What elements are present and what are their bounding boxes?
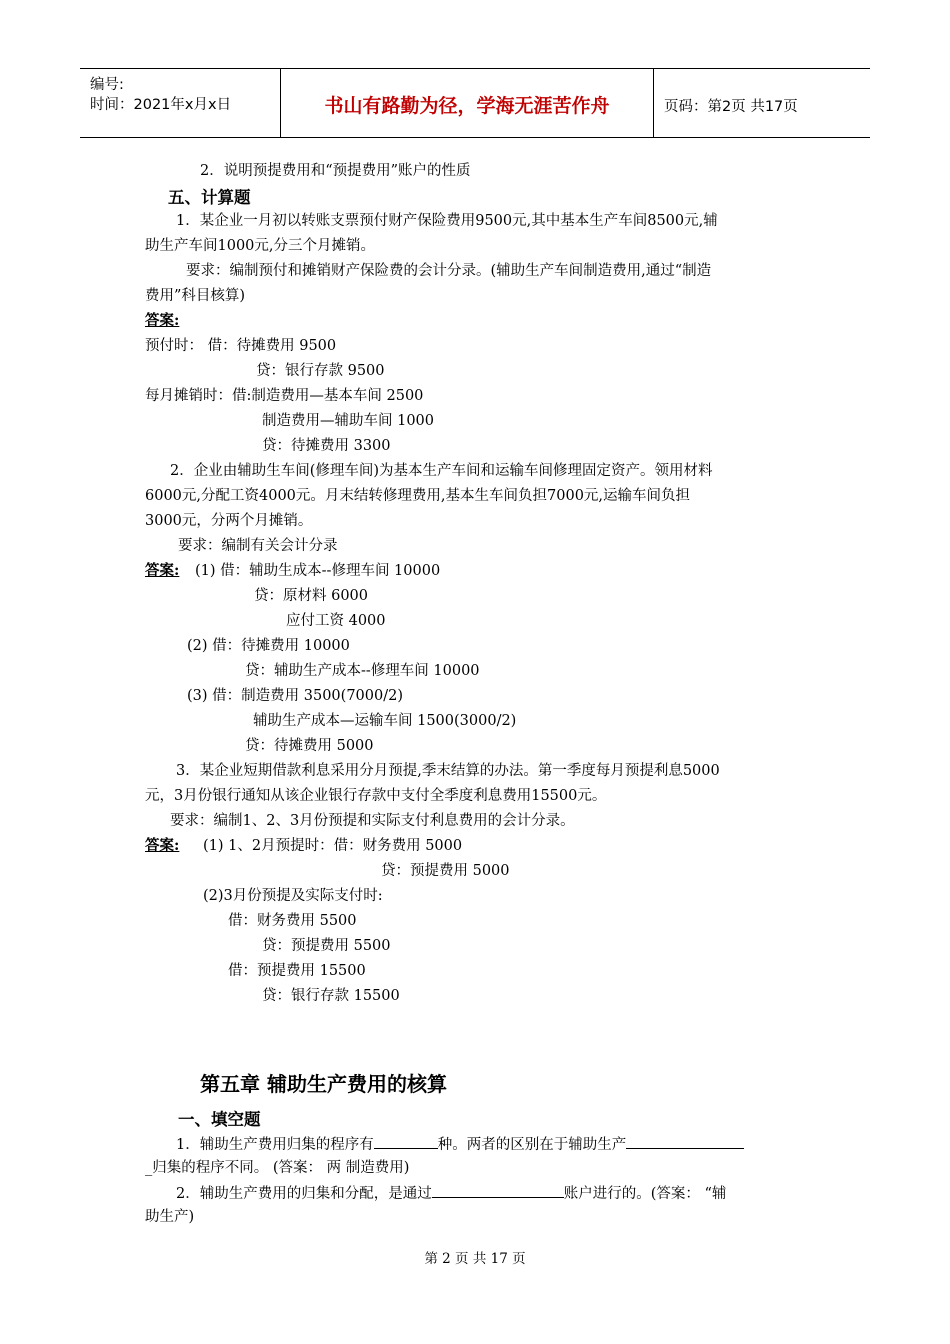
journal-entry: 贷：预提费用 5000 xyxy=(381,863,510,879)
journal-entry: 贷：银行存款 15500 xyxy=(262,988,400,1004)
page-header xyxy=(80,68,870,138)
requirement: 要求：编制有关会计分录 xyxy=(178,538,338,554)
journal-entry: 贷：原材料 6000 xyxy=(254,588,369,604)
journal-entry: 借：财务费用 5500 xyxy=(228,913,357,929)
journal-entry: 辅助生产成本—运输车间 1500(3000/2) xyxy=(253,713,517,729)
fill-question-1: _归集的程序不同。 (答案： 两 制造费用) xyxy=(145,1160,410,1176)
page-footer: 第 2 页 共 17 页 xyxy=(424,1251,526,1267)
date-label: 时间：2021年x月x日 xyxy=(90,97,232,113)
question-2: 3000元，分两个月摊销。 xyxy=(145,513,313,529)
fill-question-2 xyxy=(176,1183,726,1204)
journal-entry: 贷：待摊费用 5000 xyxy=(245,738,374,754)
journal-entry: (2) 借：待摊费用 10000 xyxy=(187,638,350,654)
journal-entry: (2)3月份预提及实际支付时: xyxy=(203,888,383,904)
blank xyxy=(432,1183,564,1198)
page-number-label: 页码：第2页 共17页 xyxy=(664,99,798,115)
fill-text: 2．辅助生产费用的归集和分配，是通过 xyxy=(176,1186,432,1202)
requirement: 要求：编制预付和摊销财产保险费的会计分录。(辅助生产车间制造费用,通过“制造 xyxy=(186,263,712,279)
requirement: 费用”科目核算) xyxy=(145,288,246,304)
journal-entry: 贷：待摊费用 3300 xyxy=(262,438,391,454)
answer-label: 答案: xyxy=(145,312,180,329)
journal-entry: 应付工资 4000 xyxy=(286,613,386,629)
question-1: 1．某企业一月初以转账支票预付财产保险费用9500元,其中基本生产车间8500元,辅 xyxy=(176,213,718,229)
fill-text: 账户进行的。(答案： “辅 xyxy=(563,1186,727,1202)
question-3: 元，3月份银行通知从该企业银行存款中支付全季度利息费用15500元。 xyxy=(145,788,607,804)
question-1: 助生产车间1000元,分三个月摊销。 xyxy=(145,238,376,254)
answer-label: 答案: xyxy=(145,562,180,579)
journal-entry: 贷：银行存款 9500 xyxy=(256,363,385,379)
header-motto-cell xyxy=(281,69,654,137)
journal-entry: (3) 借：制造费用 3500(7000/2) xyxy=(187,688,403,704)
fill-text: 种。两者的区别在于辅助生产 xyxy=(437,1137,627,1153)
journal-entry: (1) 借：辅助生成本--修理车间 10000 xyxy=(195,563,441,579)
journal-entry: 贷：预提费用 5500 xyxy=(262,938,391,954)
blank xyxy=(374,1134,438,1149)
number-label: 编号: xyxy=(90,77,124,93)
journal-entry: (1) 1、2月预提时：借：财务费用 5000 xyxy=(203,838,463,854)
section-heading: 五、计算题 xyxy=(168,188,251,207)
journal-entry: 借：预提费用 15500 xyxy=(228,963,366,979)
fill-question-1 xyxy=(176,1134,744,1155)
question-3: 3．某企业短期借款利息采用分月预提,季末结算的办法。第一季度每月预提利息5000 xyxy=(176,763,720,779)
question-2: 6000元,分配工资4000元。月末结转修理费用,基本生车间负担7000元,运输车间负担 xyxy=(145,488,691,504)
journal-entry: 预付时： 借：待摊费用 9500 xyxy=(145,338,337,354)
blank xyxy=(626,1134,744,1149)
answer-label: 答案: xyxy=(145,837,180,854)
journal-entry: 每月摊销时：借:制造费用—基本车间 2500 xyxy=(145,388,424,404)
requirement: 要求：编制1、2、3月份预提和实际支付利息费用的会计分录。 xyxy=(170,813,575,829)
header-info-cell xyxy=(80,69,281,137)
journal-entry: 贷：辅助生产成本--修理车间 10000 xyxy=(245,663,480,679)
section-heading: 一、填空题 xyxy=(178,1110,261,1129)
text-line: 2．说明预提费用和“预提费用”账户的性质 xyxy=(200,163,471,179)
fill-text: 1．辅助生产费用归集的程序有 xyxy=(176,1137,374,1153)
fill-question-2: 助生产) xyxy=(145,1209,195,1225)
question-2: 2．企业由辅助生车间(修理车间)为基本生产车间和运输车间修理固定资产。领用材料 xyxy=(170,463,713,479)
chapter-title: 第五章 辅助生产费用的核算 xyxy=(200,1072,447,1096)
motto: 书山有路勤为径，学海无涯苦作舟 xyxy=(324,95,610,117)
journal-entry: 制造费用—辅助车间 1000 xyxy=(262,413,435,429)
